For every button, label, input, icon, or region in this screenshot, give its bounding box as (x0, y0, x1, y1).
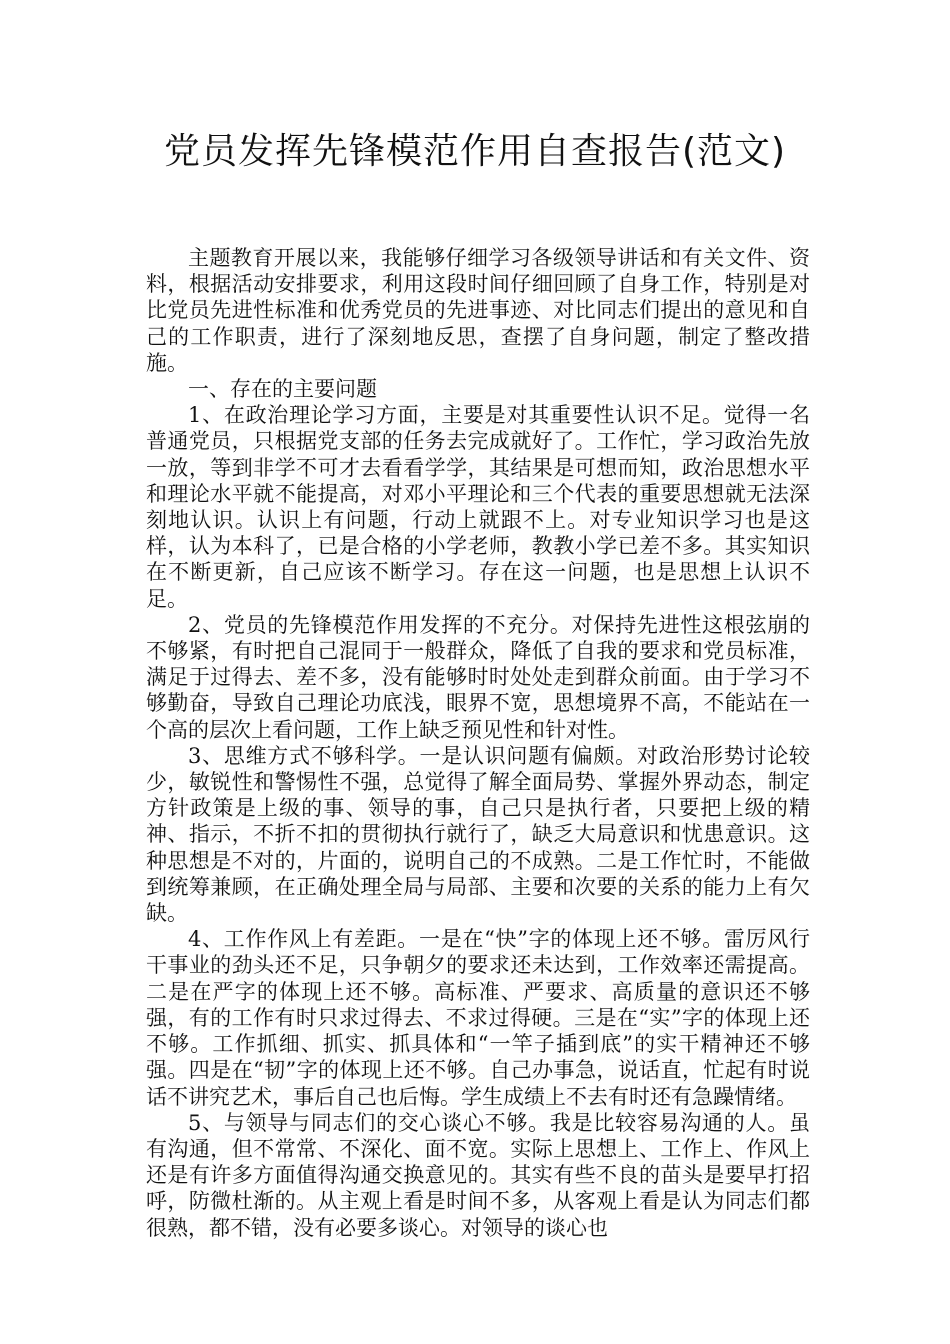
paragraph-problem-4: 4、工作作风上有差距。一是在“快”字的体现上还不够。雷厉风行干事业的劲头还不足，只争朝夕的要求还未达到，工作效率还需提高。二是在严字的体现上还不够。高标准、严要求、高质量的意识还不够强，有的工作有时只求过得去、不求过得硬。三是在“实”字的体现上还不够。工作抓细、抓实、抓具体和“一竿子插到底”的实干精神还不够强。四是在“韧”字的体现上还不够。自己办事急，说话直，忙起有时说话不讲究艺术，事后自己也后悔。学生成绩上不去有时还有急躁情绪。 (146, 927, 810, 1109)
document-title: 党员发挥先锋模范作用自查报告(范文) (163, 131, 787, 172)
paragraph-problem-3: 3、思维方式不够科学。一是认识问题有偏颇。对政治形势讨论较少，敏锐性和警惕性不强，总觉得了解全面局势、掌握外界动态，制定方针政策是上级的事、领导的事，自己只是执行者，只要把上级的精神、指示，不折不扣的贯彻执行就行了，缺乏大局意识和忧患意识。这种思想是不对的，片面的，说明自己的不成熟。二是工作忙时，不能做到统筹兼顾，在正确处理全局与局部、主要和次要的关系的能力上有欠缺。 (146, 743, 810, 926)
document-body (146, 245, 810, 1241)
paragraph-intro: 主题教育开展以来，我能够仔细学习各级领导讲话和有关文件、资料，根据活动安排要求，利用这段时间仔细回顾了自身工作，特别是对比党员先进性标准和优秀党员的先进事迹、对比同志们提出的意见和自己的工作职责，进行了深刻地反思，查摆了自身问题，制定了整改措施。 (146, 246, 810, 375)
section-heading-main-problems: 一、存在的主要问题 (188, 377, 377, 402)
paragraph-problem-1: 1、在政治理论学习方面，主要是对其重要性认识不足。觉得一名普通党员，只根据党支部的任务去完成就好了。工作忙，学习政治先放一放，等到非学不可才去看看学学，其结果是可想而知，政治思想水平和理论水平就不能提高，对邓小平理论和三个代表的重要思想就无法深刻地认识。认识上有问题，行动上就跟不上。对专业知识学习也是这样，认为本科了，已是合格的小学老师，教教小学已差不多。其实知识在不断更新，自己应该不断学习。存在这一问题，也是思想上认识不足。 (146, 403, 810, 611)
paragraph-problem-5: 5、与领导与同志们的交心谈心不够。我是比较容易沟通的人。虽有沟通，但不常常、不深化、面不宽。实际上思想上、工作上、作风上还是有许多方面值得沟通交换意见的。其实有些不良的苗头是要早打招呼，防微杜渐的。从主观上看是时间不多，从客观上看是认为同志们都很熟，都不错，没有必要多谈心。对领导的谈心也 (146, 1110, 810, 1240)
paragraph-problem-2: 2、党员的先锋模范作用发挥的不充分。对保持先进性这根弦崩的不够紧，有时把自己混同于一般群众，降低了自我的要求和党员标准，满足于过得去、差不多，没有能够时时处处走到群众前面。由于学习不够勤奋，导致自己理论功底浅，眼界不宽，思想境界不高，不能站在一个高的层次上看问题，工作上缺乏预见性和针对性。 (146, 612, 810, 742)
